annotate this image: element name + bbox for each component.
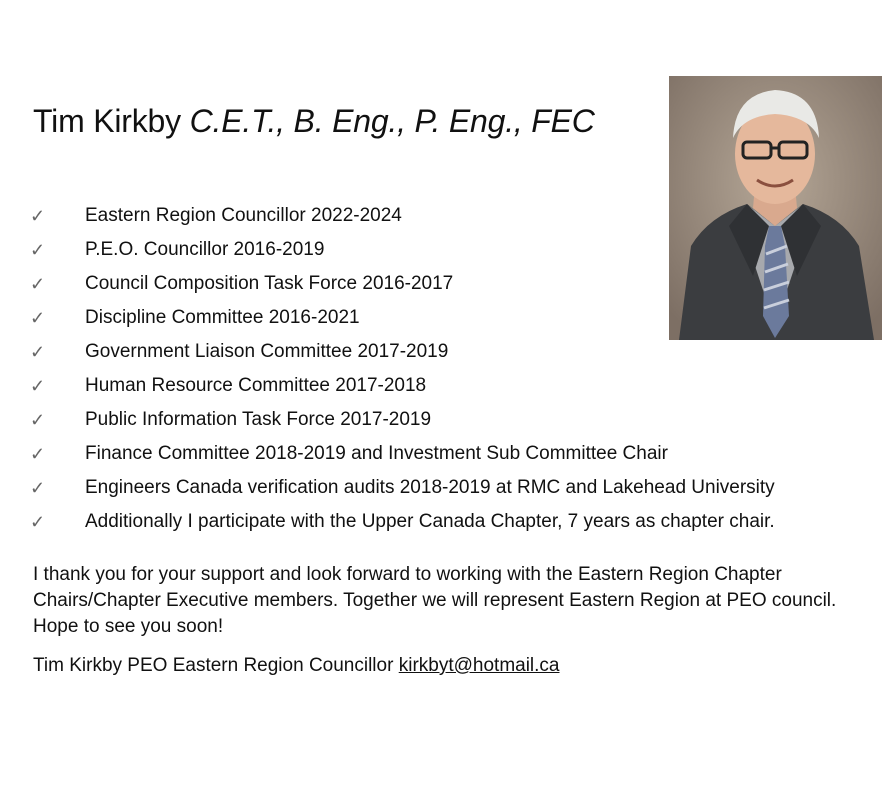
checkmark-icon: ✓ <box>30 410 46 430</box>
list-item-text: Additionally I participate with the Upper Canada Chapter, 7 years as chapter chair. <box>85 511 775 532</box>
checkmark-icon: ✓ <box>30 478 46 498</box>
checkmark-icon: ✓ <box>30 444 46 464</box>
portrait-photo <box>669 76 882 340</box>
list-item-text: Finance Committee 2018-2019 and Investment Sub Committee Chair <box>85 443 668 464</box>
checkmark-icon: ✓ <box>30 206 46 226</box>
candidate-credentials: C.E.T., B. Eng., P. Eng., FEC <box>189 103 595 139</box>
checkmark-icon: ✓ <box>30 376 46 396</box>
page-title <box>33 102 595 140</box>
candidate-name: Tim Kirkby <box>33 103 181 139</box>
checkmark-icon: ✓ <box>30 342 46 362</box>
list-item-text: Council Composition Task Force 2016-2017 <box>85 273 454 294</box>
email-link[interactable]: kirkbyt@hotmail.ca <box>398 655 560 676</box>
checkmark-icon: ✓ <box>30 512 46 532</box>
signature-line <box>33 653 560 679</box>
list-item-text: Government Liaison Committee 2017-2019 <box>85 341 449 362</box>
checkmark-icon: ✓ <box>30 308 46 328</box>
signature-text: Tim Kirkby PEO Eastern Region Councillor <box>33 655 394 676</box>
list-item-text: Eastern Region Councillor 2022-2024 <box>85 205 402 226</box>
list-item-text: P.E.O. Councillor 2016-2019 <box>85 239 325 260</box>
thank-you-paragraph: I thank you for your support and look forward to working with the Eastern Region Chapter Chairs/Chapter Executive members. Together we will represent Eastern Region at PEO council. Hope to see you soon! <box>33 564 837 637</box>
checkmark-icon: ✓ <box>30 240 46 260</box>
portrait-photo-icon <box>669 76 882 340</box>
list-item-text: Public Information Task Force 2017-2019 <box>85 409 432 430</box>
list-item-text: Human Resource Committee 2017-2018 <box>85 375 427 396</box>
checkmark-icon: ✓ <box>30 274 46 294</box>
list-item-text: Discipline Committee 2016-2021 <box>85 307 360 328</box>
list-item-text: Engineers Canada verification audits 2018-2019 at RMC and Lakehead University <box>85 477 775 498</box>
